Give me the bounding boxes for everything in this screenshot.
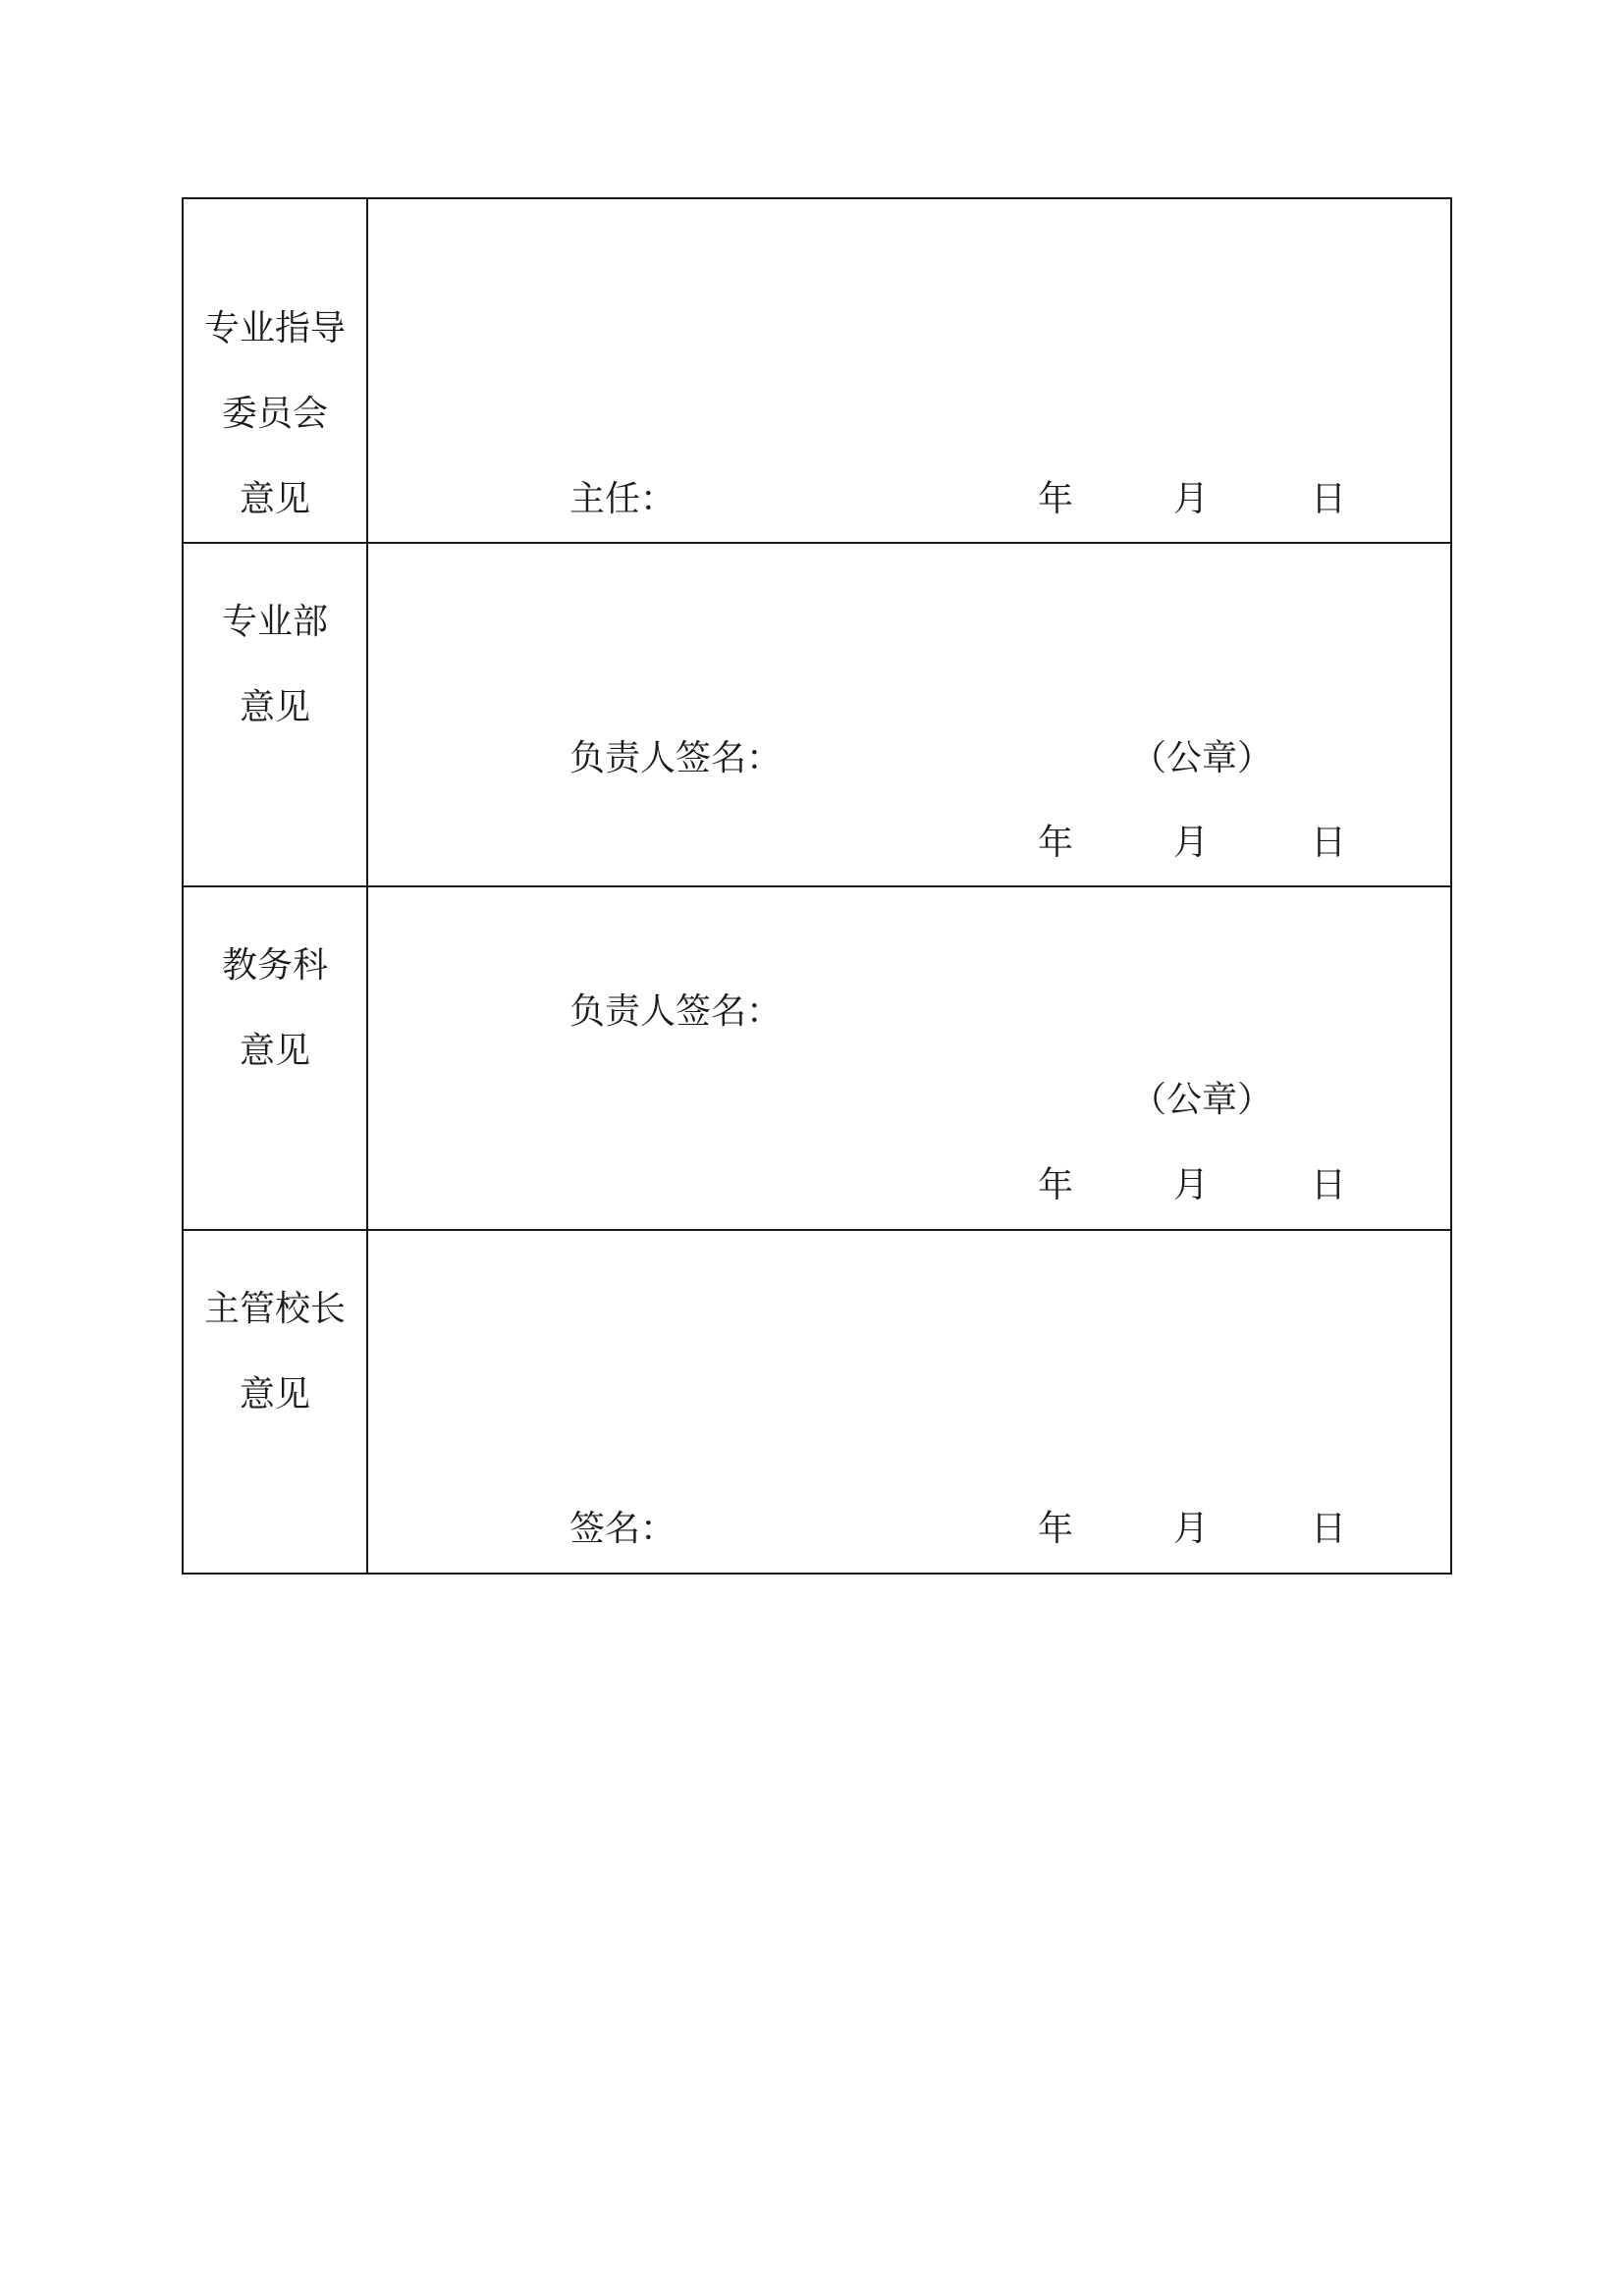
responsible-signature-label: 负责人签名：: [569, 738, 783, 778]
date-year-label: 年: [1038, 1165, 1074, 1205]
form-row-committee: [184, 199, 1450, 542]
opinion-form-table: [182, 197, 1452, 1575]
form-row-academic-affairs: [184, 885, 1450, 1229]
date-year-label: 年: [1038, 823, 1074, 863]
opinion-cell[interactable]: [368, 199, 1450, 542]
row-label-line: 专业部: [221, 602, 328, 642]
responsible-signature-label: 负责人签名：: [569, 991, 783, 1032]
opinion-cell[interactable]: [368, 1231, 1450, 1573]
opinion-cell[interactable]: [368, 544, 1450, 885]
date-month-label: 月: [1173, 823, 1210, 863]
date-month-label: 月: [1173, 479, 1210, 519]
row-label-line: 意见: [239, 479, 310, 519]
row-label-line: 意见: [239, 1031, 310, 1071]
row-label-cell: [184, 887, 368, 1229]
date-year-label: 年: [1038, 479, 1074, 519]
opinion-cell[interactable]: [368, 887, 1450, 1229]
official-seal-label: （公章）: [1131, 1080, 1273, 1120]
row-label-line: 意见: [239, 687, 310, 727]
date-day-label: 日: [1311, 479, 1347, 519]
date-day-label: 日: [1311, 823, 1347, 863]
row-label-cell: [184, 544, 368, 885]
date-day-label: 日: [1311, 1165, 1347, 1205]
date-day-label: 日: [1311, 1509, 1347, 1549]
row-label-line: 教务科: [221, 945, 328, 986]
form-row-department: [184, 542, 1450, 885]
form-row-principal: [184, 1229, 1450, 1573]
row-label-line: 专业指导: [203, 308, 346, 348]
date-year-label: 年: [1038, 1509, 1074, 1549]
row-label-line: 委员会: [221, 394, 328, 434]
signature-label: 签名：: [569, 1509, 677, 1549]
row-label-cell: [184, 1231, 368, 1573]
row-label-cell: [184, 199, 368, 542]
official-seal-label: （公章）: [1131, 738, 1273, 778]
date-month-label: 月: [1173, 1165, 1210, 1205]
row-label-line: 主管校长: [203, 1289, 346, 1329]
row-label-line: 意见: [239, 1374, 310, 1415]
director-signature-label: 主任：: [569, 479, 677, 519]
date-month-label: 月: [1173, 1509, 1210, 1549]
